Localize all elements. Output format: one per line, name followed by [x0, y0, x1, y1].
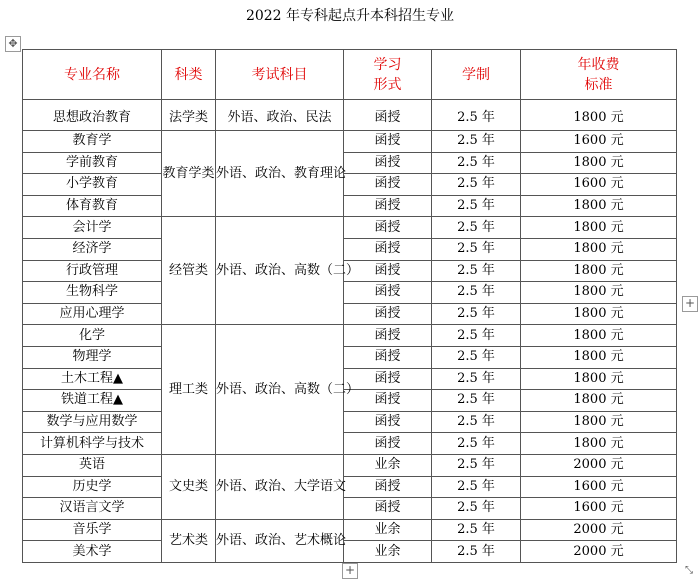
fee-cell: 1800 元 [521, 325, 677, 347]
study-form-cell: 函授 [344, 411, 432, 433]
header-fee-line2: 标准 [584, 76, 613, 93]
fee-cell: 2000 元 [521, 541, 677, 563]
add-row-button[interactable]: + [342, 563, 358, 579]
header-fee-line1: 年收费 [577, 56, 620, 73]
study-form-cell: 函授 [344, 238, 432, 260]
table-row [23, 131, 677, 153]
header-major: 专业名称 [23, 50, 162, 100]
fee-cell: 1800 元 [521, 368, 677, 390]
table-row [23, 346, 677, 368]
fee-cell: 1800 元 [521, 282, 677, 304]
subjects-cell: 外语、政治、艺术概论 [216, 519, 344, 562]
subjects-cell: 外语、政治、教育理论 [216, 131, 344, 217]
category-cell: 经管类 [162, 217, 216, 325]
major-cell: 英语 [23, 454, 162, 476]
study-form-cell: 函授 [344, 152, 432, 174]
duration-cell: 2.5 年 [432, 238, 521, 260]
major-cell: 美术学 [23, 541, 162, 563]
major-cell: 音乐学 [23, 519, 162, 541]
table-row [23, 238, 677, 260]
study-form-cell: 业余 [344, 519, 432, 541]
fee-cell: 1800 元 [521, 260, 677, 282]
study-form-cell: 函授 [344, 100, 432, 131]
duration-cell: 2.5 年 [432, 325, 521, 347]
table-resize-handle-icon[interactable]: ⤡ [685, 565, 693, 576]
study-form-cell: 函授 [344, 390, 432, 412]
study-form-cell: 函授 [344, 433, 432, 455]
header-study-form [344, 50, 432, 100]
add-column-button[interactable]: + [682, 296, 698, 312]
study-form-cell: 函授 [344, 368, 432, 390]
study-form-cell: 业余 [344, 541, 432, 563]
major-cell: 行政管理 [23, 260, 162, 282]
table-row [23, 541, 677, 563]
duration-cell: 2.5 年 [432, 519, 521, 541]
document-title: 2022 年专科起点升本科招生专业 [245, 8, 455, 24]
fee-cell: 1600 元 [521, 131, 677, 153]
table-row [23, 476, 677, 498]
duration-cell: 2.5 年 [432, 174, 521, 196]
subjects-cell: 外语、政治、大学语文 [216, 454, 344, 519]
major-cell: 化学 [23, 325, 162, 347]
major-cell: 教育学 [23, 131, 162, 153]
major-cell: 学前教育 [23, 152, 162, 174]
fee-cell: 1800 元 [521, 238, 677, 260]
study-form-cell: 函授 [344, 131, 432, 153]
fee-cell: 1800 元 [521, 390, 677, 412]
duration-cell: 2.5 年 [432, 498, 521, 520]
fee-cell: 1800 元 [521, 217, 677, 239]
table-row [23, 519, 677, 541]
table-row [23, 433, 677, 455]
fee-cell: 1800 元 [521, 411, 677, 433]
category-cell: 法学类 [162, 100, 216, 131]
study-form-cell: 函授 [344, 260, 432, 282]
duration-cell: 2.5 年 [432, 476, 521, 498]
study-form-cell: 函授 [344, 325, 432, 347]
fee-cell: 1800 元 [521, 433, 677, 455]
duration-cell: 2.5 年 [432, 303, 521, 325]
header-duration: 学制 [432, 50, 521, 100]
major-cell: 生物科学 [23, 282, 162, 304]
majors-table [22, 49, 677, 563]
study-form-cell: 函授 [344, 174, 432, 196]
fee-cell: 1800 元 [521, 152, 677, 174]
fee-cell: 1600 元 [521, 476, 677, 498]
table-row [23, 174, 677, 196]
major-cell: 数学与应用数学 [23, 411, 162, 433]
duration-cell: 2.5 年 [432, 195, 521, 217]
table-row [23, 195, 677, 217]
fee-cell: 2000 元 [521, 454, 677, 476]
table-row [23, 282, 677, 304]
header-fee [521, 50, 677, 100]
table-row [23, 100, 677, 131]
study-form-cell: 函授 [344, 217, 432, 239]
duration-cell: 2.5 年 [432, 411, 521, 433]
table-row [23, 498, 677, 520]
major-cell: 汉语言文学 [23, 498, 162, 520]
study-form-cell: 函授 [344, 346, 432, 368]
major-cell: 物理学 [23, 346, 162, 368]
header-category: 科类 [162, 50, 216, 100]
duration-cell: 2.5 年 [432, 100, 521, 131]
header-subjects: 考试科目 [216, 50, 344, 100]
major-cell: 思想政治教育 [23, 100, 162, 131]
study-form-cell: 函授 [344, 498, 432, 520]
fee-cell: 1600 元 [521, 174, 677, 196]
duration-cell: 2.5 年 [432, 433, 521, 455]
major-cell: 小学教育 [23, 174, 162, 196]
fee-cell: 1600 元 [521, 498, 677, 520]
duration-cell: 2.5 年 [432, 260, 521, 282]
table-row [23, 454, 677, 476]
table-row [23, 152, 677, 174]
header-study-form-line1: 学习 [373, 56, 402, 73]
table-move-handle-icon[interactable]: ✥ [5, 36, 21, 52]
subjects-cell: 外语、政治、民法 [216, 100, 344, 131]
category-cell: 艺术类 [162, 519, 216, 562]
table-row [23, 325, 677, 347]
study-form-cell: 业余 [344, 454, 432, 476]
study-form-cell: 函授 [344, 476, 432, 498]
table-row [23, 217, 677, 239]
category-cell: 理工类 [162, 325, 216, 455]
major-cell: 应用心理学 [23, 303, 162, 325]
fee-cell: 2000 元 [521, 519, 677, 541]
duration-cell: 2.5 年 [432, 390, 521, 412]
duration-cell: 2.5 年 [432, 282, 521, 304]
study-form-cell: 函授 [344, 282, 432, 304]
major-cell: 计算机科学与技术 [23, 433, 162, 455]
study-form-cell: 函授 [344, 195, 432, 217]
major-cell: 会计学 [23, 217, 162, 239]
duration-cell: 2.5 年 [432, 346, 521, 368]
category-cell: 文史类 [162, 454, 216, 519]
table-header-row [23, 50, 677, 100]
category-cell: 教育学类 [162, 131, 216, 217]
study-form-cell: 函授 [344, 303, 432, 325]
subjects-cell: 外语、政治、高数（二） [216, 325, 344, 455]
major-cell: 铁道工程▲ [23, 390, 162, 412]
major-cell: 历史学 [23, 476, 162, 498]
fee-cell: 1800 元 [521, 303, 677, 325]
duration-cell: 2.5 年 [432, 368, 521, 390]
duration-cell: 2.5 年 [432, 217, 521, 239]
duration-cell: 2.5 年 [432, 152, 521, 174]
major-cell: 体育教育 [23, 195, 162, 217]
header-study-form-line2: 形式 [373, 76, 402, 93]
major-cell: 经济学 [23, 238, 162, 260]
table-row [23, 303, 677, 325]
table-row [23, 411, 677, 433]
duration-cell: 2.5 年 [432, 454, 521, 476]
fee-cell: 1800 元 [521, 346, 677, 368]
table-body [23, 100, 677, 563]
duration-cell: 2.5 年 [432, 131, 521, 153]
major-cell: 土木工程▲ [23, 368, 162, 390]
duration-cell: 2.5 年 [432, 541, 521, 563]
fee-cell: 1800 元 [521, 195, 677, 217]
subjects-cell: 外语、政治、高数（二） [216, 217, 344, 325]
fee-cell: 1800 元 [521, 100, 677, 131]
